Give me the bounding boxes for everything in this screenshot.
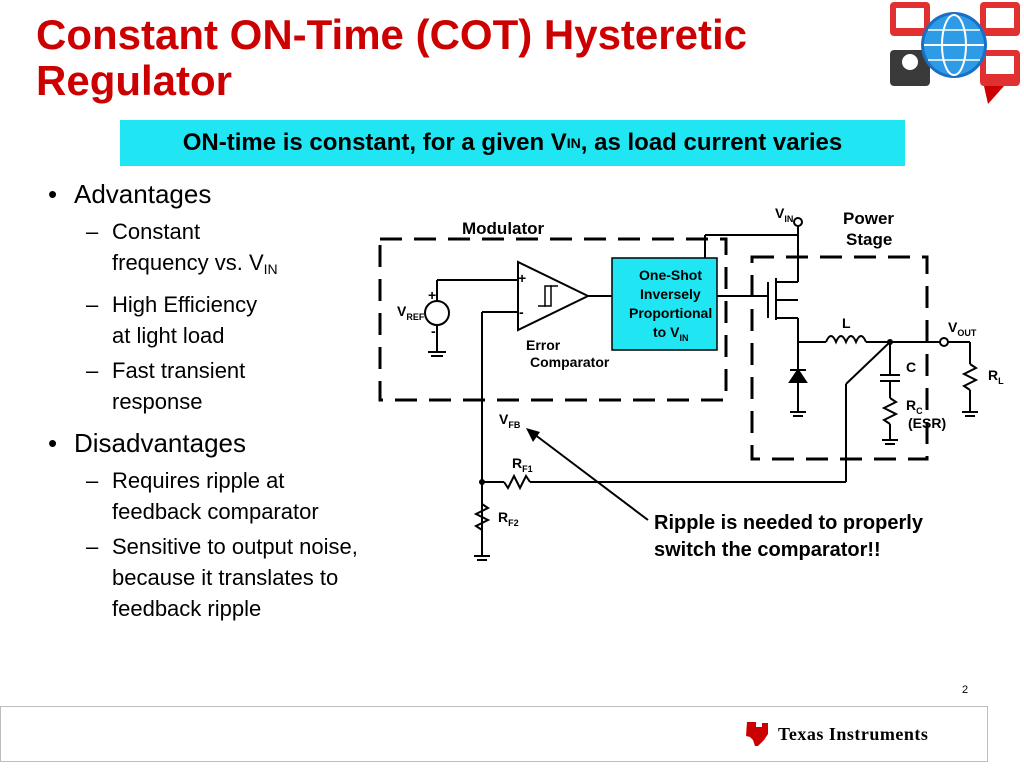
cap-label: C [906,359,917,375]
oneshot-label: Proportional [629,305,713,321]
power-stage-label: Power [843,209,895,228]
rf1-label: R [512,455,523,471]
comp-minus: - [519,304,524,320]
svg-text:RF2 [498,509,519,528]
vout-sub: OUT [957,328,977,338]
disadvantages-heading: • Disadvantages [48,427,428,459]
ti-logo [744,720,928,748]
power-stage-box [752,257,927,459]
disadvantage-item: – Sensitive to output noise, because it translates to feedback ripple [112,531,428,624]
ti-company-name: Texas Instruments [778,723,929,744]
disadvantage-item-line: because it translates to [112,565,339,590]
rf2-label: R [498,509,509,525]
inductor-label: L [842,315,851,331]
svg-text:VREF [397,303,425,322]
advantages-heading: • Advantages [48,178,428,210]
ti-state-icon [744,720,770,748]
banner-text-post: , as load current varies [580,129,843,156]
svg-text:VFB [499,411,521,430]
rl-label: R [988,367,999,383]
advantage-item-line: High Efficiency [112,292,258,317]
advantage-item-line: response [112,389,203,414]
rf2-sub: F2 [508,518,519,528]
oneshot-sub: IN [679,333,689,343]
power-stage-label: Stage [846,230,893,249]
ripple-note: switch the comparator!! [654,539,881,561]
advantage-item-line: Fast transient [112,358,246,383]
svg-text:RL [988,367,1004,386]
advantage-item-line: at light load [112,323,225,348]
comparator-label: Comparator [530,354,610,370]
error-comparator [518,262,588,330]
banner-sub: IN [566,135,581,151]
rl-sub: L [998,376,1004,386]
svg-text:RF1 [512,455,533,474]
title-line-1: Constant ON-Time (COT) Hysteretic [36,11,747,58]
vin-sub: IN [784,214,794,224]
svg-text:VIN [775,205,793,224]
rf1-sub: F1 [522,464,533,474]
vin-label: V [775,205,785,221]
disadvantage-item-line: Sensitive to output noise, [112,534,358,559]
advantage-item: – Constant frequency vs. $V_{IN}$ [112,216,428,285]
advantage-item-line: frequency vs. $V_{IN}$ [112,250,278,277]
oneshot-label: Inversely [640,286,701,302]
ripple-note: Ripple is needed to properly [654,512,923,534]
rc-sub: C [916,406,923,416]
vref-sub: REF [406,312,425,322]
advantage-item-line: Constant [112,219,201,244]
vref-label: V [397,303,407,319]
advantage-item: – Fast transient response [112,355,428,417]
esr-label: (ESR) [908,415,947,431]
svg-text:RC [906,397,923,416]
vout-label: V [948,319,958,335]
error-label: Error [526,337,561,353]
vfb-label: V [499,411,509,427]
rc-label: R [906,397,917,413]
vref-plus: + [428,287,437,303]
disadvantage-item: – Requires ripple at feedback comparator [112,465,428,527]
advantage-item: – High Efficiency at light load [112,289,428,351]
disadvantage-item-line: feedback ripple [112,596,262,621]
comp-plus: + [518,270,527,286]
banner-text-pre: ON-time is constant, for a given V [182,129,567,156]
page-number: 2 [962,684,969,696]
svg-text:VOUT [948,319,977,338]
disadvantage-item-line: Requires ripple at [112,468,285,493]
disadvantage-item-line: feedback comparator [112,499,319,524]
oneshot-label: One-Shot [639,267,702,283]
vref-source [425,301,449,325]
vfb-sub: FB [508,420,521,430]
title-line-2: Regulator [36,57,233,104]
oneshot-label: to V [653,324,680,340]
modulator-label: Modulator [462,219,545,238]
vref-minus: - [431,323,436,339]
